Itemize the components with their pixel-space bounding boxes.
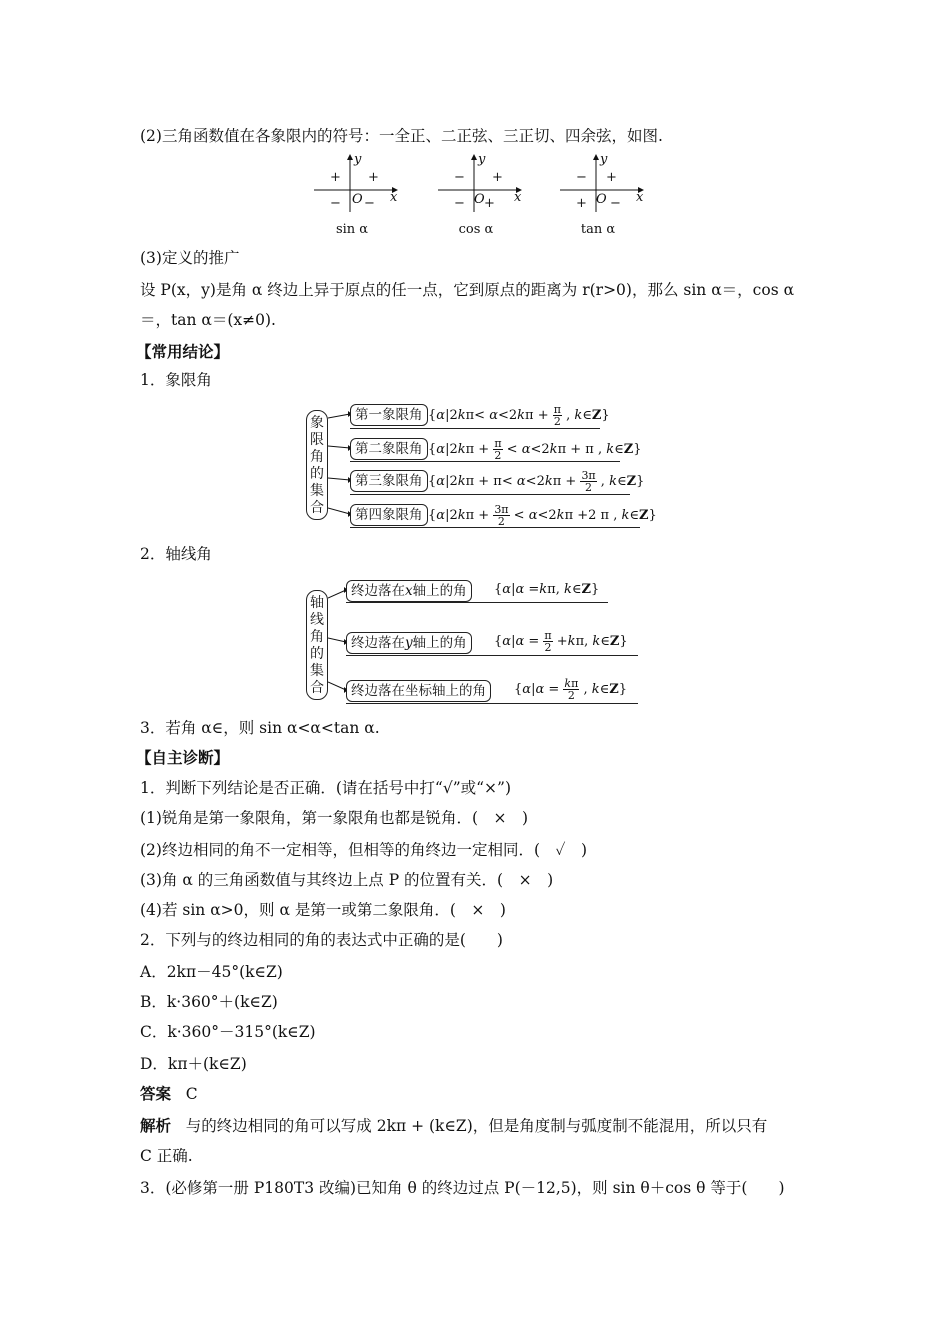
set2-row2-label: 终边落在y轴上的角 xyxy=(346,632,472,654)
axis-angle-set-diagram xyxy=(306,572,646,706)
sign-q1: + xyxy=(492,170,503,185)
sign-q1: + xyxy=(368,170,379,185)
underline xyxy=(350,428,600,429)
underline xyxy=(346,602,608,603)
caption-cos: cos α xyxy=(458,222,494,237)
set1-vertical-label xyxy=(306,410,328,520)
q2-option-b: B．k·360°＋(k∈Z) xyxy=(140,993,278,1011)
conclusion-2: 2．轴线角 xyxy=(140,545,212,563)
set1-row3-label: 第三象限角 xyxy=(350,470,428,492)
underline xyxy=(346,703,638,704)
sign-q1: + xyxy=(606,170,617,185)
analysis-row xyxy=(140,1116,767,1136)
set2-row3-set: {α|α = $\frac{k\pi}{2}$ , k∈Z} xyxy=(514,677,628,702)
caption-tan: tan α xyxy=(580,222,616,237)
vchar: 的 xyxy=(310,646,324,662)
y-axis-label: y xyxy=(600,152,608,167)
quadrant-figure-cos xyxy=(434,152,534,242)
q1-item-2: (2)终边相同的角不一定相等，但相等的角终边一定相同．( ✓ ) xyxy=(140,841,588,859)
q2-option-c: C．k·360°－315°(k∈Z) xyxy=(140,1023,316,1041)
sign-q4: − xyxy=(610,196,621,211)
q1-item-3: (3)角 α 的三角函数值与其终边上点 P 的位置有关．( × ) xyxy=(140,871,554,889)
q1-item-1: (1)锐角是第一象限角，第一象限角也都是锐角．( × ) xyxy=(140,809,529,827)
answer-value: C xyxy=(185,1085,198,1103)
set2-row2-set: {α|α = $\frac{\pi}{2}$ +kπ, k∈Z} xyxy=(494,629,628,654)
vchar: 合 xyxy=(310,680,324,696)
underline xyxy=(350,527,640,528)
sec2-title: (2)三角函数值在各象限内的符号：一全正、二正弦、三正切、四余弦，如图. xyxy=(140,127,663,145)
sec3-line1: 设 P(x，y)是角 α 终边上异于原点的任一点，它到原点的距离为 r(r>0)，那么 sin α＝，cos α xyxy=(140,281,795,299)
sign-q4: + xyxy=(484,196,495,211)
answer-row xyxy=(140,1084,198,1104)
x-axis-label: x xyxy=(636,190,644,205)
set2-row1-label: 终边落在x轴上的角 xyxy=(346,580,472,602)
y-axis-label: y xyxy=(354,152,362,167)
vchar: 象 xyxy=(310,415,324,431)
q2-option-a: A．2kπ－45°(k∈Z) xyxy=(140,963,283,981)
sec3-line2: ＝，tan α＝(x≠0). xyxy=(140,311,276,329)
analysis-line1: 与的终边相同的角可以写成 2kπ + (k∈Z)，但是角度制与弧度制不能混用，所以只有 xyxy=(185,1117,768,1135)
origin-label: O xyxy=(352,192,363,207)
y-axis-label: y xyxy=(478,152,486,167)
set2-row3-label: 终边落在坐标轴上的角 xyxy=(346,680,491,702)
origin-label: O xyxy=(474,192,485,207)
q2-option-d: D．kπ＋(k∈Z) xyxy=(140,1055,247,1073)
sign-q3: − xyxy=(330,196,341,211)
sign-q4: − xyxy=(364,196,375,211)
conclusion-3: 3．若角 α∈，则 sin α<α<tan α. xyxy=(140,719,380,737)
question-3: 3．(必修第一册 P180T3 改编)已知角 θ 的终边过点 P(－12,5)，则 sin θ＋cos θ 等于( ) xyxy=(140,1179,785,1197)
vchar: 轴 xyxy=(310,595,324,611)
sign-q2: − xyxy=(454,170,465,185)
x-axis-label: x xyxy=(390,190,398,205)
underline xyxy=(350,494,630,495)
underline xyxy=(350,461,620,462)
set2-row1-set: {α|α =kπ, k∈Z} xyxy=(494,582,600,597)
set1-row3-set: {α|2kπ + π< α<2kπ + $\frac{3\pi}{2}$ , k∈Z} xyxy=(428,469,645,494)
vchar: 角 xyxy=(310,629,324,645)
set1-row4-set: {α|2kπ + $\frac{3\pi}{2}$ < α<2kπ +2 π , k∈Z} xyxy=(428,503,657,528)
q1-item-4: (4)若 sin α>0，则 α 是第一或第二象限角．( × ) xyxy=(140,901,506,919)
sign-q3: + xyxy=(576,196,587,211)
question-2: 2．下列与的终边相同的角的表达式中正确的是( ) xyxy=(140,931,503,949)
question-1: 1．判断下列结论是否正确．(请在括号中打“√”或“×”) xyxy=(140,779,512,797)
set1-row1-label: 第一象限角 xyxy=(350,404,428,426)
vchar: 线 xyxy=(310,612,324,628)
set1-row4-label: 第四象限角 xyxy=(350,504,428,526)
quadrant-figure-tan xyxy=(556,152,656,242)
sign-q2: − xyxy=(576,170,587,185)
set2-vertical-label xyxy=(306,590,328,700)
conclusion-1: 1．象限角 xyxy=(140,371,212,389)
analysis-label: 解析 xyxy=(140,1116,172,1135)
sign-q3: − xyxy=(454,196,465,211)
vchar: 集 xyxy=(310,663,324,679)
diag-heading: 【自主诊断】 xyxy=(136,748,230,767)
vchar: 合 xyxy=(310,500,324,516)
underline xyxy=(346,655,638,656)
set1-row1-set: {α|2kπ< α<2kπ + $\frac{\pi}{2}$ , k∈Z} xyxy=(428,403,610,428)
analysis-line2: C 正确. xyxy=(140,1147,193,1165)
vchar: 的 xyxy=(310,466,324,482)
x-axis-label: x xyxy=(514,190,522,205)
vchar: 集 xyxy=(310,483,324,499)
vchar: 角 xyxy=(310,449,324,465)
answer-label: 答案 xyxy=(140,1084,172,1103)
set1-row2-set: {α|2kπ + $\frac{\pi}{2}$ < α<2kπ + π , k∈Z} xyxy=(428,437,642,462)
caption-sin: sin α xyxy=(335,222,369,237)
quadrant-angle-set-diagram xyxy=(306,398,657,528)
set1-row2-label: 第二象限角 xyxy=(350,438,428,460)
vchar: 限 xyxy=(310,432,324,448)
sec3-title: (3)定义的推广 xyxy=(140,249,240,267)
sign-q2: + xyxy=(330,170,341,185)
origin-label: O xyxy=(596,192,607,207)
conclusion-heading: 【常用结论】 xyxy=(136,342,230,361)
quadrant-figure-sin xyxy=(310,152,410,242)
